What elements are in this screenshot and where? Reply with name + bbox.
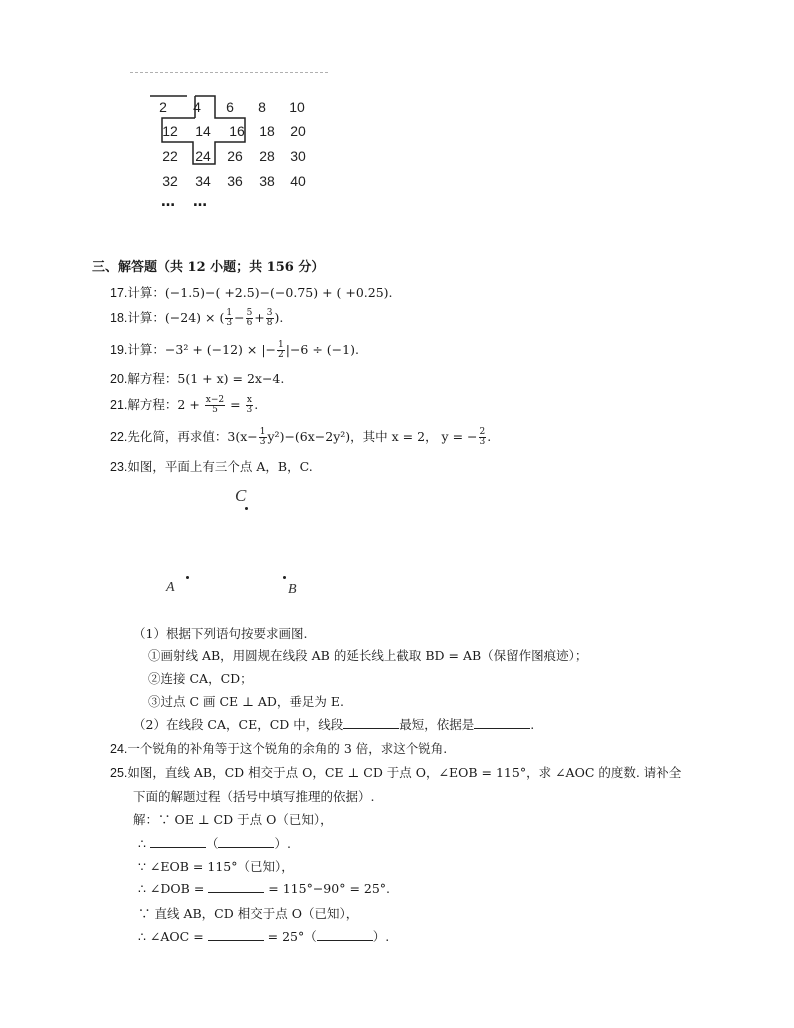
question-number: 21. bbox=[110, 398, 128, 412]
math-mid: y²)−(6x−2y²)，其中 x = 2， y = − bbox=[267, 429, 478, 444]
question-prefix: 计算： bbox=[127, 342, 165, 357]
grid-cell: 24 bbox=[195, 148, 211, 164]
grid-cell: 34 bbox=[195, 173, 211, 189]
question-number: 22. bbox=[110, 430, 128, 444]
grid-cell: 20 bbox=[290, 123, 306, 139]
solution-text: ∴ ∠DOB = bbox=[138, 881, 205, 896]
math-tail: |−6 ÷ (−1). bbox=[285, 342, 359, 357]
grid-cell: 28 bbox=[259, 148, 275, 164]
operator: − bbox=[234, 310, 245, 325]
q23-part2 bbox=[133, 715, 534, 733]
question-prefix: 计算： bbox=[127, 285, 165, 300]
q25-solution-line4 bbox=[138, 880, 390, 896]
math-lead: 3(x− bbox=[227, 429, 258, 444]
question-prefix: 解方程： bbox=[127, 397, 178, 412]
question-20 bbox=[110, 369, 284, 387]
question-25 bbox=[110, 763, 681, 781]
fraction: $\frac{1}{3}$ bbox=[259, 427, 266, 447]
point-label-b: B bbox=[288, 582, 297, 597]
question-text: 一个锐角的补角等于这个锐角的余角的 3 倍，求这个锐角. bbox=[127, 741, 448, 756]
fraction: $\frac{2}{3}$ bbox=[479, 427, 486, 447]
math-tail: ). bbox=[274, 310, 284, 325]
q25-solution-line3: ∵ ∠EOB = 115°（已知）， bbox=[138, 859, 294, 874]
q23-part2-text: （2）在线段 CA，CE，CD 中，线段 bbox=[133, 717, 344, 732]
question-text: 如图，直线 AB，CD 相交于点 O，CE ⊥ CD 于点 O，∠EOB = 115°，求 ∠AOC 的度数. 请补全 bbox=[127, 765, 682, 780]
q23-step2: ②连接 CA，CD； bbox=[148, 671, 253, 686]
q25-solution-line5: ∵ 直线 AB，CD 相交于点 O（已知）， bbox=[138, 906, 359, 921]
grid-ellipsis: … bbox=[161, 194, 174, 210]
math-lead: −3² + (−12) × |− bbox=[164, 342, 277, 357]
grid-cell: 8 bbox=[258, 99, 266, 115]
grid-cell: 18 bbox=[259, 123, 275, 139]
question-text: 如图，平面上有三个点 A，B，C. bbox=[127, 459, 313, 474]
math-expression: 5(1 + x) = 2x−4. bbox=[177, 371, 285, 386]
operator: + bbox=[254, 310, 265, 325]
q25-solution-line1: 解：∵ OE ⊥ CD 于点 O（已知）， bbox=[133, 812, 333, 827]
answer-blank[interactable] bbox=[208, 880, 264, 893]
solution-text: = 25°（ bbox=[267, 929, 317, 944]
q23-part2-text: 最短，依据是 bbox=[399, 717, 475, 732]
grid-cell: 12 bbox=[162, 123, 178, 139]
question-17 bbox=[110, 283, 393, 301]
question-prefix: 计算： bbox=[127, 310, 165, 325]
top-dashed-divider bbox=[130, 72, 328, 73]
question-22 bbox=[110, 427, 491, 447]
fraction: $\frac{x}{3}$ bbox=[246, 395, 253, 415]
solution-text: ）. bbox=[274, 836, 291, 851]
question-number: 19. bbox=[110, 343, 128, 357]
math-mid: = bbox=[226, 397, 245, 412]
question-prefix: 先化简，再求值： bbox=[127, 429, 228, 444]
solution-text: ∴ bbox=[138, 836, 146, 851]
solution-text: （ bbox=[205, 836, 219, 851]
grid-cell: 16 bbox=[229, 123, 245, 139]
solution-text: = 115°−90° = 25°. bbox=[268, 881, 391, 896]
question-number: 23. bbox=[110, 460, 128, 474]
fraction: $\frac{1}{3}$ bbox=[226, 308, 233, 328]
point-label-a: A bbox=[166, 580, 175, 595]
math-tail: . bbox=[254, 397, 259, 412]
grid-cell: 2 bbox=[159, 99, 167, 115]
answer-blank[interactable] bbox=[317, 928, 373, 941]
grid-cell: 6 bbox=[226, 99, 234, 115]
point-c-dot bbox=[245, 507, 248, 510]
grid-cell: 36 bbox=[227, 173, 243, 189]
point-a-dot bbox=[186, 576, 189, 579]
question-24 bbox=[110, 739, 447, 757]
question-number: 20. bbox=[110, 372, 128, 386]
cross-figure bbox=[145, 88, 325, 218]
q25-solution-line6 bbox=[138, 927, 389, 945]
grid-cell: 32 bbox=[162, 173, 178, 189]
grid-cell: 38 bbox=[259, 173, 275, 189]
point-label-c: C bbox=[235, 486, 247, 505]
answer-blank[interactable] bbox=[208, 928, 264, 941]
question-18 bbox=[110, 308, 283, 328]
grid-cell: 30 bbox=[290, 148, 306, 164]
math-lead: (−24) × ( bbox=[164, 310, 225, 325]
grid-cell: 10 bbox=[289, 99, 305, 115]
grid-cell: 40 bbox=[290, 173, 306, 189]
math-expression: (−1.5)−( +2.5)−(−0.75) + ( +0.25). bbox=[164, 285, 393, 300]
section-title: 三、解答题（共 12 小题；共 156 分） bbox=[92, 260, 325, 275]
question-number: 25. bbox=[110, 766, 128, 780]
question-number: 24. bbox=[110, 742, 128, 756]
fraction: $\frac{5}{6}$ bbox=[246, 308, 253, 328]
question-prefix: 解方程： bbox=[127, 371, 178, 386]
grid-cell: 14 bbox=[195, 123, 211, 139]
math-lead: 2 + bbox=[177, 397, 204, 412]
q25-solution-line2 bbox=[138, 834, 291, 852]
grid-ellipsis: … bbox=[193, 194, 206, 210]
grid-cell: 4 bbox=[193, 99, 201, 115]
question-number: 18. bbox=[110, 311, 128, 325]
answer-blank[interactable] bbox=[474, 716, 530, 729]
answer-blank[interactable] bbox=[343, 716, 399, 729]
question-21 bbox=[110, 395, 258, 415]
q23-step1: ①画射线 AB，用圆规在线段 AB 的延长线上截取 BD = AB（保留作图痕迹）； bbox=[148, 648, 588, 663]
fraction: $\frac{3}{8}$ bbox=[266, 308, 273, 328]
q23-part1: （1）根据下列语句按要求画图. bbox=[133, 626, 308, 641]
grid-cell: 22 bbox=[162, 148, 178, 164]
fraction: $\frac{1}{2}$ bbox=[278, 340, 284, 360]
solution-text: ∴ ∠AOC = bbox=[138, 929, 204, 944]
question-23 bbox=[110, 457, 313, 475]
answer-blank[interactable] bbox=[150, 835, 206, 848]
answer-blank[interactable] bbox=[218, 835, 274, 848]
q23-step3: ③过点 C 画 CE ⊥ AD，垂足为 E. bbox=[148, 694, 344, 709]
point-b-dot bbox=[283, 576, 286, 579]
q25-text-line2: 下面的解题过程（括号中填写推理的依据）. bbox=[133, 789, 375, 804]
q23-part2-text: . bbox=[530, 717, 535, 732]
grid-cell: 26 bbox=[227, 148, 243, 164]
solution-text: ）. bbox=[372, 929, 390, 944]
question-19 bbox=[110, 340, 359, 360]
fraction: $\frac{x-2}{5}$ bbox=[205, 395, 225, 415]
question-number: 17. bbox=[110, 286, 128, 300]
math-tail: . bbox=[487, 429, 492, 444]
